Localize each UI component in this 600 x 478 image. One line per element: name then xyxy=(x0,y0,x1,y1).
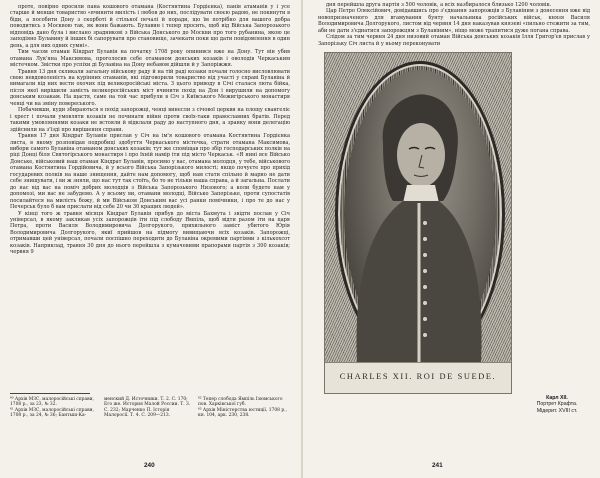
page-number: 241 xyxy=(432,462,443,469)
paragraph: Цар Петро Олексійович, довідавшись про з'єднання запорожців з Булавіним з донесення вже від новопризначеного для вгамування бунту начальника російських військ, князя Василя Володимировича Долгорукого, листом від червня 14 дня наказував князеві «пильно стежити за тим, аби не дати з'єднатися запорожцям з Булавіним», ніщо може трапитися дуже погана справа. xyxy=(318,8,590,34)
footnote: ⁶³ Архів Міністерства юстиції, 1708 р., кн. 104, арк. 230, 238. xyxy=(198,407,287,419)
figure-caption-line: Мідерит. XVIII ст. xyxy=(536,407,578,414)
figure-caption-title: Карл XII. xyxy=(546,395,568,401)
portrait-engraving xyxy=(324,52,512,394)
figure-caption-line: Портрет Крафта. xyxy=(536,401,578,408)
footnote: ⁶² Тепер слобода Ямпіль Ізюмського пов. Харківської губ. xyxy=(198,397,283,408)
paragraph: Слідом за тим червня 24 дня низовий отаман Війська донських козаків Ілля Григор'єв прислав у Запорізьку Січ листа й у ньому переконувати xyxy=(318,34,590,47)
right-body-text xyxy=(318,2,590,47)
page-number: 240 xyxy=(144,462,155,469)
footnote: ⁶⁰ Архів МЗС, малоросійські справи, 1708 р., за 23, № 32. xyxy=(10,397,94,408)
portrait-figure xyxy=(339,73,497,363)
footnote-column xyxy=(104,397,194,419)
engraving-caption-plate xyxy=(325,362,511,393)
engraving-inscription: CHARLES XII. ROI DE SUEDE. xyxy=(339,372,497,381)
left-body-text xyxy=(10,4,290,256)
paragraph: Тим часом отаман Кіндрат Булавін на початку 1708 року опинився вже на Дону. Тут він убив отамана Лук'яна Максимова, проголосив себе отаманом донських козаків і оволодів Черкаським містечком. Звістки про успіхи ді Булавіна на Дону небавом дійшли й у Запоріжжя. xyxy=(10,49,290,69)
paragraph: У кінці того ж травня місяця Кіндрат Булавін прибув до міста Бахмута і звідти послав у Січ універсал, в якому закликав усіх запорожців іти під слободу Ямпіль, щоб відти разом іти на царя Петра, проти Василя Володимировича Долгорукого, прихильного заміст убитого Юрія Володимировича Долгорукого, якиї прийшов на підмогу вивищаючи всіх козаків. Запорожці, отримавши цей універсал, почали поспішно переходити до Булавіна окремими партіями з кількохсот козаків. Наприклад, травня 30 дня до нього перейшла з кумачевими прапорами партія з 300 козаків; червня 9 xyxy=(10,210,290,256)
paragraph: Травня 13 дня скликали загальну військову раду й на тій раді козаки почали голосно висловлювати свою невдоволеність на курінних отаманів, які підговорили товариство від участі у справі Булавіна й вимагали від них вести охочих під великоросійські міста. З цього приводу в Січі сталася люта бійка, після якої вирішили замість великоросійських міст вчинити похід на Дон і вирушили на допомогу донським козакам. На щастя, саме на той час прибули в Січ з Київського Межигірського монастиря ченці чи на зміну повереського. xyxy=(10,68,290,107)
figure-caption xyxy=(522,395,592,414)
portrait-collar xyxy=(403,185,439,203)
paragraph: Побачивши, куди збираються в похід запорожці, ченці винесли з січової церкви на площу євангеліє і хрест і почали умовляти козаків не починати війни проти своїх-таки православних братів. Перед такими умовляннями козаки не встояли й відклали раду до наступного дня, а зранку вони делегацію здійснили на з'їзді про вирішення справи. xyxy=(10,107,290,133)
paragraph: Травня 17 дня Кіндрат Булавін прислав у Січ на ім'я кошового отамана Костянтина Гордієнка листа, в якому розповідав подробиці здобуття Черкаського містечка, страти отамана Максимова, вибори самого Булавіна отаманом донських козаків; тут же споміщав про збір господарських полків на ріці Донці біля Святогірського монастиря і про їхній намір іти під місто Черкаськ. «Я нині все Військо Донське, військовий наш отаман Кіндрат Булавін, просимо у вас, отамана молодця, у тебе, військового отамана Костянтина Гордійовича, й у всього Війська Запорізького милості; якщо почуєте про прихід государевих полків на наше знищення, дайте нам допомогу, щоб нам стати спільно й марно не дати себе знищувати, і ви ж зняли, що нас тут так стоїть, бо то не тільки наша справа, а й загальна. Послати до нас від вас на поміч добрих молодців з Війська Запорозького Низового; а коли будете нам у допомозі, ми вас не забудемо. А у всьому ви, отамани молодці, Військо Запорізьке, проти супостатів посилайтеся на милість божу, й ми Військом Донським вас усі ранки помічники, і про те до нас у Печерськ було б вам прислати від себе 20 чи 30 кращих людей». xyxy=(10,133,290,211)
right-page xyxy=(302,0,600,478)
footnote: ⁶¹ Архів МЗС, малоросійські справи, 1708 р., за 24, № 36; Бантыш-Ка- xyxy=(10,407,94,419)
paragraph: проте, повірно просили пана кошового отамана (Костянтина Гордієнка), панів атаманів у і усе старше й менше товариство «вчинити милість і любов до них, послідувати своєю радою, не покинути в біди, а пособити Дону з скорботі й стільної печалі й поради, що їм потрібно для вашого добра поводитись з Москвою так, як вони бажають. Булавин і тепер просить, щоб від Війська Запорозького відповідь дано була і вислано зрадникові з Війська Донського до Москви про того рубанинa, якою це заподіяно Булавину й інших бі сапорувати про становище, зачекати поки що дати повідомлення в один день, а для них одних сумні». xyxy=(10,4,290,49)
paragraph: дня перейшла друга партія з 500 чоловік, а всіх назбиралося близько 1200 чоловік. xyxy=(326,2,552,8)
footnote-divider xyxy=(10,393,90,394)
footnote-column xyxy=(198,397,288,419)
portrait-face xyxy=(397,123,445,187)
footnote-column xyxy=(10,397,100,419)
footnote: менский Д. Источники. Т. 2. С. 170; Его же. История Малой России. Т. 3. С. 232; Марченко П. Історія Малоросії. Т. 4. С. 209—213. xyxy=(104,397,191,419)
